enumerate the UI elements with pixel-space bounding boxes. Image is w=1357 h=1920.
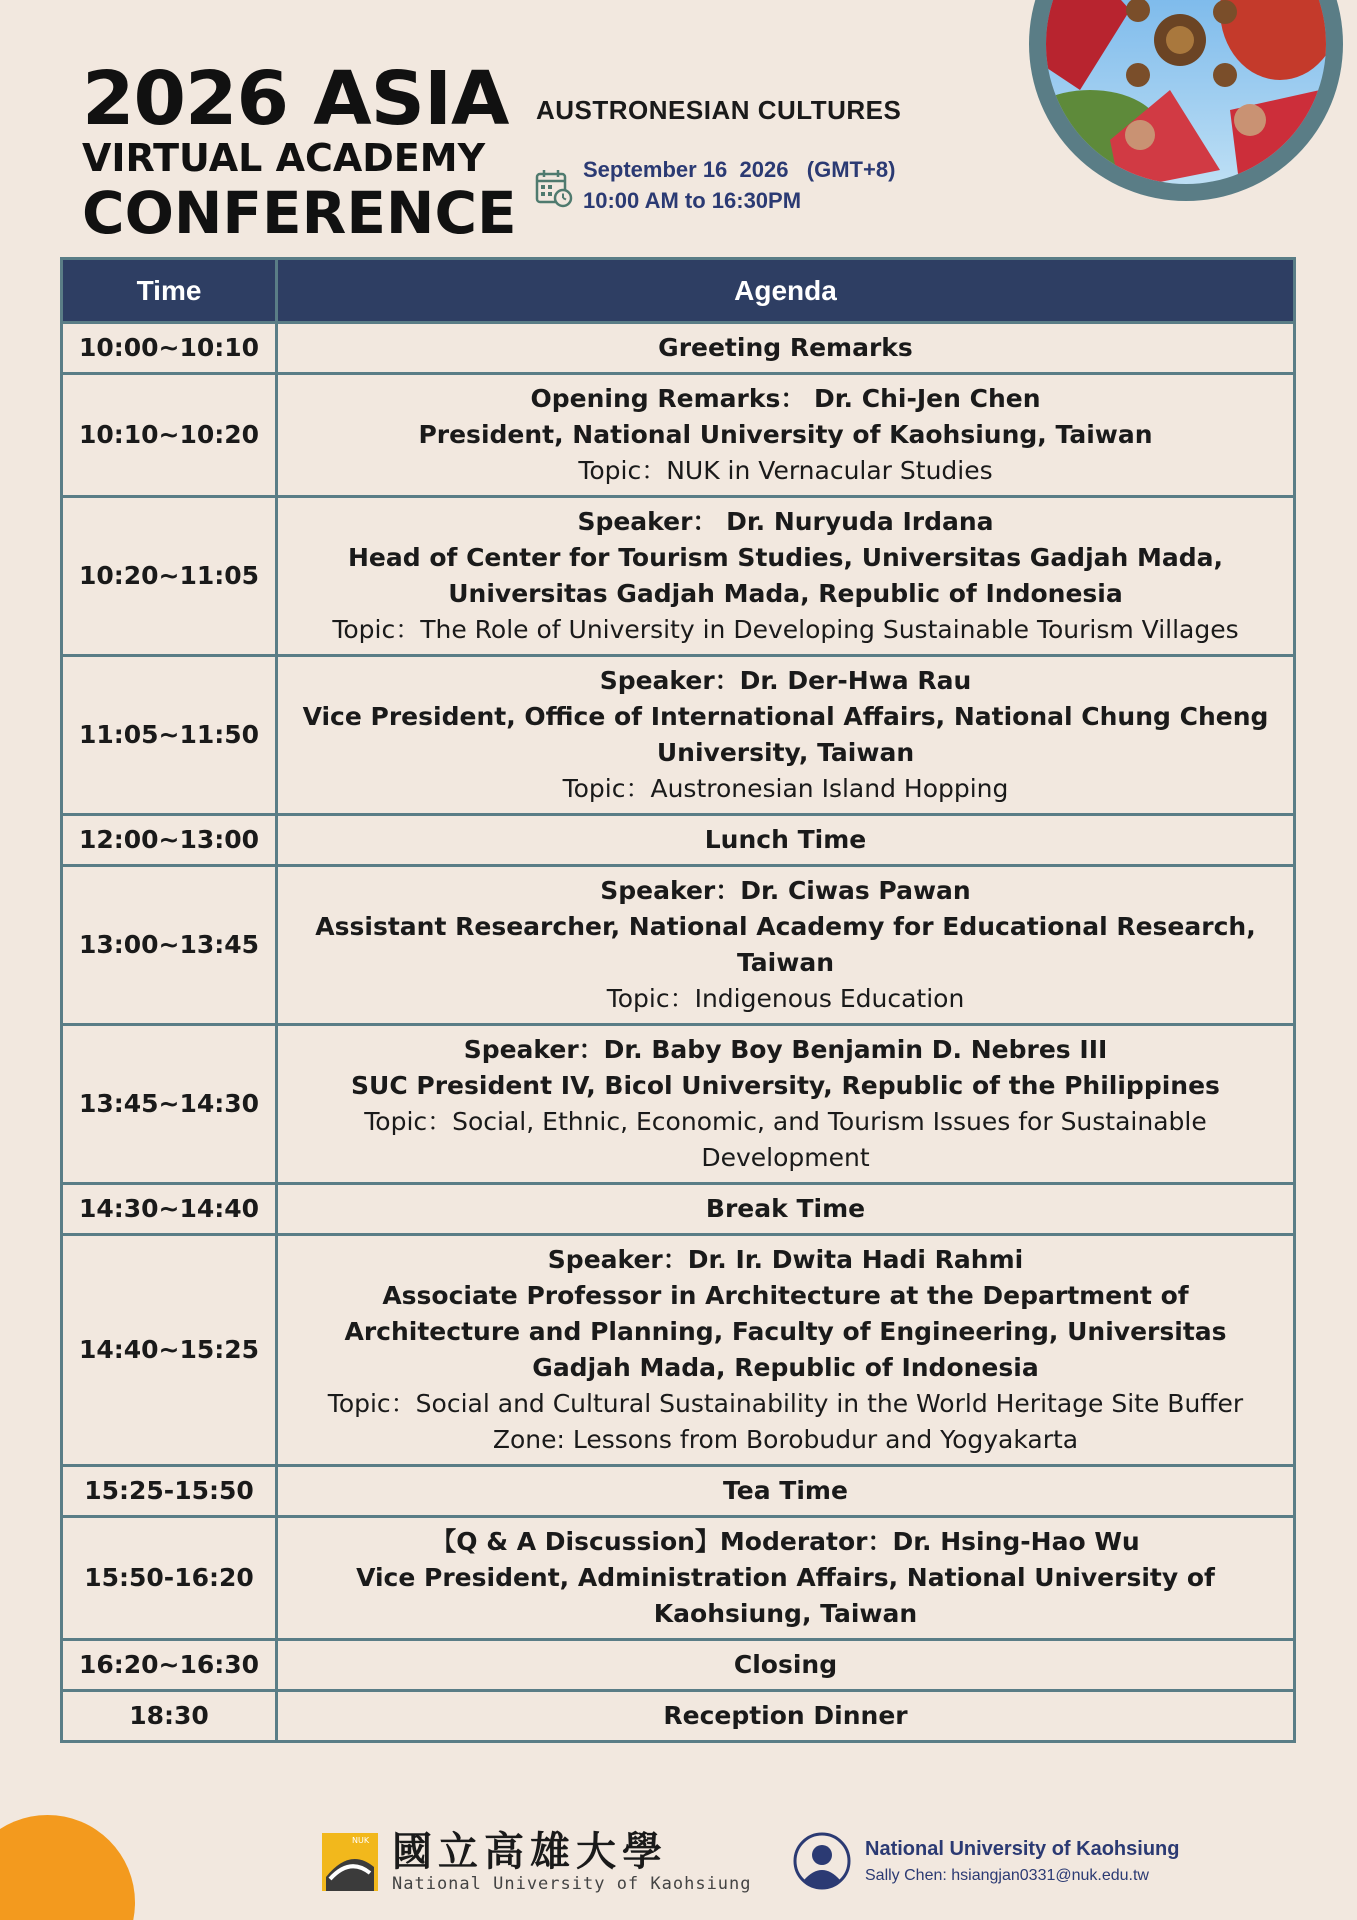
agenda-row	[62, 1235, 1295, 1466]
agenda-row	[62, 1025, 1295, 1184]
agenda-row	[62, 374, 1295, 497]
agenda-content-cell	[277, 1235, 1295, 1466]
agenda-heading-line: Speaker：Dr. Ciwas Pawan	[600, 876, 971, 905]
event-time-range: 10:00 AM to 16:30PM	[583, 188, 802, 213]
agenda-content-cell	[277, 656, 1295, 815]
date-block	[535, 154, 895, 216]
agenda-content-cell	[277, 866, 1295, 1025]
agenda-heading-line: Speaker：Dr. Baby Boy Benjamin D. Nebres III	[463, 1035, 1108, 1064]
agenda-content-cell	[277, 323, 1295, 374]
agenda-time-cell: 10:20~11:05	[62, 497, 277, 656]
calendar-clock-icon	[535, 168, 573, 208]
agenda-content-cell	[277, 815, 1295, 866]
agenda-heading-line: Assistant Researcher, National Academy for Educational Research, Taiwan	[315, 912, 1256, 977]
agenda-row	[62, 815, 1295, 866]
agenda-content-cell	[277, 497, 1295, 656]
agenda-topic-line: Topic：Indigenous Education	[606, 984, 965, 1013]
agenda-time-cell: 18:30	[62, 1691, 277, 1742]
agenda-time-cell: 14:30~14:40	[62, 1184, 277, 1235]
agenda-heading-line: Break Time	[705, 1194, 866, 1223]
agenda-time-cell: 14:40~15:25	[62, 1235, 277, 1466]
agenda-content-cell	[277, 1184, 1295, 1235]
agenda-row	[62, 1517, 1295, 1640]
title-line-2: VIRTUAL ACADEMY	[82, 136, 486, 180]
agenda-heading-line: Opening Remarks： Dr. Chi-Jen Chen	[530, 384, 1041, 413]
column-header-agenda: Agenda	[277, 259, 1295, 323]
agenda-heading-line: SUC President IV, Bicol University, Republic of the Philippines	[351, 1071, 1220, 1100]
logo-badge-text: NUK	[352, 1836, 370, 1845]
decorative-orange-circle	[0, 1815, 135, 1920]
cultural-photo	[1020, 0, 1357, 242]
agenda-topic-line: Topic：Austronesian Island Hopping	[562, 774, 1009, 803]
agenda-time-cell: 15:50-16:20	[62, 1517, 277, 1640]
contact-organization: National University of Kaohsiung	[865, 1837, 1180, 1860]
agenda-time-cell: 16:20~16:30	[62, 1640, 277, 1691]
table-header-row	[62, 259, 1295, 323]
university-logo	[322, 1830, 752, 1894]
agenda-time-cell: 15:25-15:50	[62, 1466, 277, 1517]
agenda-row	[62, 1466, 1295, 1517]
agenda-heading-line: Head of Center for Tourism Studies, Universitas Gadjah Mada, Universitas Gadjah Mada, Republic of Indonesia	[347, 543, 1224, 608]
conference-subtitle: AUSTRONESIAN CULTURES	[536, 95, 902, 125]
agenda-topic-line: Topic：NUK in Vernacular Studies	[578, 456, 993, 485]
user-avatar-icon	[793, 1832, 851, 1890]
agenda-content-cell	[277, 1691, 1295, 1742]
agenda-content-cell	[277, 1640, 1295, 1691]
agenda-row	[62, 497, 1295, 656]
agenda-heading-line: Vice President, Office of International Affairs, National Chung Cheng University, Taiwan	[302, 702, 1269, 767]
contact-email[interactable]: Sally Chen: hsiangjan0331@nuk.edu.tw	[865, 1866, 1149, 1884]
agenda-heading-line: Reception Dinner	[663, 1701, 908, 1730]
agenda-row	[62, 656, 1295, 815]
agenda-time-cell: 12:00~13:00	[62, 815, 277, 866]
nuk-logo-icon	[322, 1833, 378, 1891]
column-header-time: Time	[62, 259, 277, 323]
agenda-row	[62, 1184, 1295, 1235]
agenda-heading-line: Closing	[733, 1650, 838, 1679]
agenda-row	[62, 323, 1295, 374]
agenda-heading-line: Lunch Time	[704, 825, 867, 854]
agenda-time-cell: 13:00~13:45	[62, 866, 277, 1025]
agenda-time-cell: 13:45~14:30	[62, 1025, 277, 1184]
agenda-heading-line: Associate Professor in Architecture at the Department of Architecture and Planning, Faculty of Engineering, Universitas Gadjah Mada, Republic of Indonesia	[344, 1281, 1227, 1382]
contact-block	[793, 1832, 1179, 1890]
agenda-topic-line: Topic：Social, Ethnic, Economic, and Tourism Issues for Sustainable Development	[364, 1107, 1207, 1172]
agenda-row	[62, 866, 1295, 1025]
title-line-1: 2026 ASIA	[82, 56, 509, 142]
agenda-heading-line: President, National University of Kaohsiung, Taiwan	[418, 420, 1153, 449]
title-line-3: CONFERENCE	[82, 179, 517, 247]
agenda-topic-line: Topic：The Role of University in Developing Sustainable Tourism Villages	[332, 615, 1239, 644]
logo-chinese-name: 國立高雄大學	[392, 1828, 668, 1875]
event-date: September 16 2026 (GMT+8)	[583, 157, 896, 182]
agenda-table	[60, 257, 1296, 1743]
agenda-heading-line: Speaker：Dr. Der-Hwa Rau	[599, 666, 972, 695]
agenda-time-cell: 11:05~11:50	[62, 656, 277, 815]
agenda-time-cell: 10:10~10:20	[62, 374, 277, 497]
logo-english-name: National University of Kaohsiung	[392, 1874, 752, 1894]
agenda-topic-line: Topic：Social and Cultural Sustainability in the World Heritage Site Buffer Zone: Lessons from Borobudur and Yogyakarta	[327, 1389, 1244, 1454]
agenda-content-cell	[277, 1517, 1295, 1640]
agenda-row	[62, 1691, 1295, 1742]
conference-title	[82, 56, 522, 247]
agenda-content-cell	[277, 1466, 1295, 1517]
agenda-content-cell	[277, 374, 1295, 497]
agenda-heading-line: Greeting Remarks	[658, 333, 913, 362]
agenda-heading-line: Vice President, Administration Affairs, National University of Kaohsiung, Taiwan	[356, 1563, 1215, 1628]
agenda-heading-line: Tea Time	[723, 1476, 848, 1505]
agenda-time-cell: 10:00~10:10	[62, 323, 277, 374]
agenda-heading-line: Speaker：Dr. Ir. Dwita Hadi Rahmi	[547, 1245, 1024, 1274]
agenda-heading-line: 【Q & A Discussion】Moderator：Dr. Hsing-Hao Wu	[431, 1527, 1140, 1556]
agenda-heading-line: Speaker： Dr. Nuryuda Irdana	[577, 507, 994, 536]
agenda-content-cell	[277, 1025, 1295, 1184]
agenda-row	[62, 1640, 1295, 1691]
